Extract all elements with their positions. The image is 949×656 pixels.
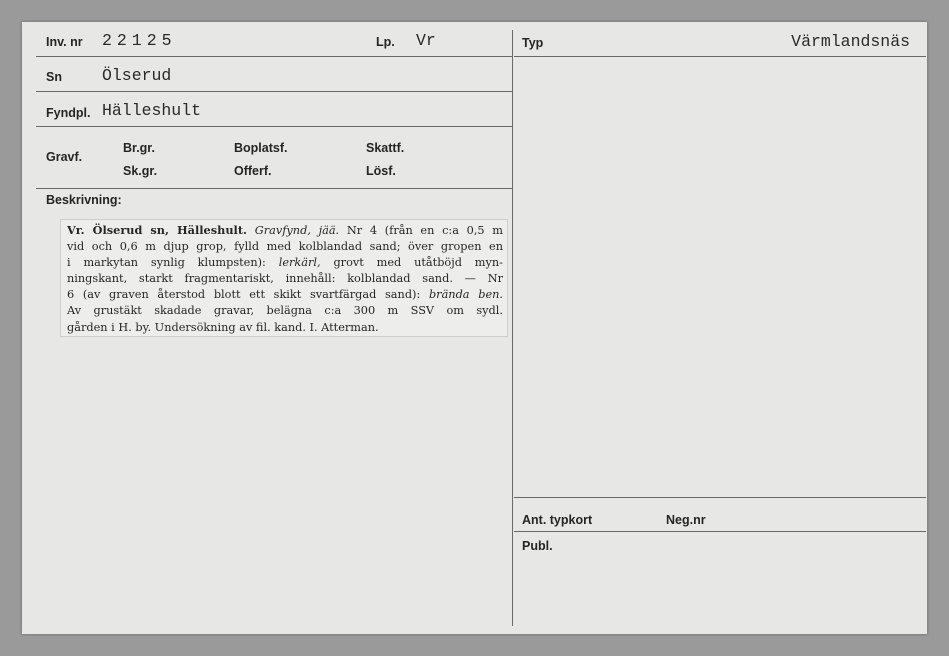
description-line-5 xyxy=(67,287,503,303)
lp-value: Vr xyxy=(416,31,436,50)
inv-nr-label: Inv. nr xyxy=(46,35,83,49)
publ-label: Publ. xyxy=(522,539,553,553)
rule-publ-top xyxy=(514,531,926,532)
gravf-label: Gravf. xyxy=(46,150,83,164)
description-find-type: Gravfynd, jää. xyxy=(254,224,340,237)
inv-nr-value: 22125 xyxy=(102,31,177,50)
brgr-label: Br.gr. xyxy=(123,141,155,155)
description-line-1-rest: Nr 4 (från en c:a 0,5 m xyxy=(346,224,503,237)
description-line-1 xyxy=(67,222,503,239)
description-heading: Vr. Ölserud sn, Hälleshult. xyxy=(67,223,247,237)
rule-ant-typkort-top xyxy=(514,497,926,498)
index-card xyxy=(22,22,927,634)
skgr-label: Sk.gr. xyxy=(123,164,158,178)
description-line-2: vid och 0,6 m djup grop, fylld med kolblandad sand; över gropen en xyxy=(67,240,503,254)
rule-fyndpl xyxy=(36,126,512,127)
description-line-3 xyxy=(67,255,503,271)
description-line-6: Av grustäkt skadade gravar, belägna c:a 300 m SSV om sydl. xyxy=(67,304,503,318)
region-value: Värmlandsnäs xyxy=(791,32,910,51)
negnr-label: Neg.nr xyxy=(666,513,706,527)
rule-gravf xyxy=(36,188,512,189)
sn-label: Sn xyxy=(46,70,62,84)
skattf-label: Skattf. xyxy=(366,141,405,155)
description-line-5-a: 6 (av graven återstod blott ett skikt svartfärgad sand): xyxy=(67,288,421,302)
description-lerkarl: lerkärl, xyxy=(278,256,321,270)
offerf-label: Offerf. xyxy=(234,164,272,178)
beskrivning-label: Beskrivning: xyxy=(46,193,122,207)
description-clipping xyxy=(60,219,508,337)
description-line-4: ningskant, starkt fragmentariskt, innehåll: kolblandad sand. — Nr xyxy=(67,272,503,286)
sn-value: Ölserud xyxy=(102,66,172,85)
description-branda-ben: brända ben. xyxy=(428,288,503,302)
column-divider xyxy=(512,30,513,626)
fyndpl-value: Hälleshult xyxy=(102,101,202,120)
lp-label: Lp. xyxy=(376,35,395,49)
description-line-3-b: grovt med utåtböjd myn- xyxy=(333,256,503,270)
rule-typ xyxy=(514,56,926,57)
losf-label: Lösf. xyxy=(366,164,396,178)
boplatsf-label: Boplatsf. xyxy=(234,141,288,155)
fyndpl-label: Fyndpl. xyxy=(46,106,91,120)
rule-sn xyxy=(36,91,512,92)
description-line-3-a: i markytan synlig klumpsten): xyxy=(67,256,266,270)
typ-label: Typ xyxy=(522,36,544,50)
description-line-7: gården i H. by. Undersökning av fil. kand. I. Atterman. xyxy=(67,320,379,334)
ant-typkort-label: Ant. typkort xyxy=(522,513,593,527)
rule-inv xyxy=(36,56,512,57)
